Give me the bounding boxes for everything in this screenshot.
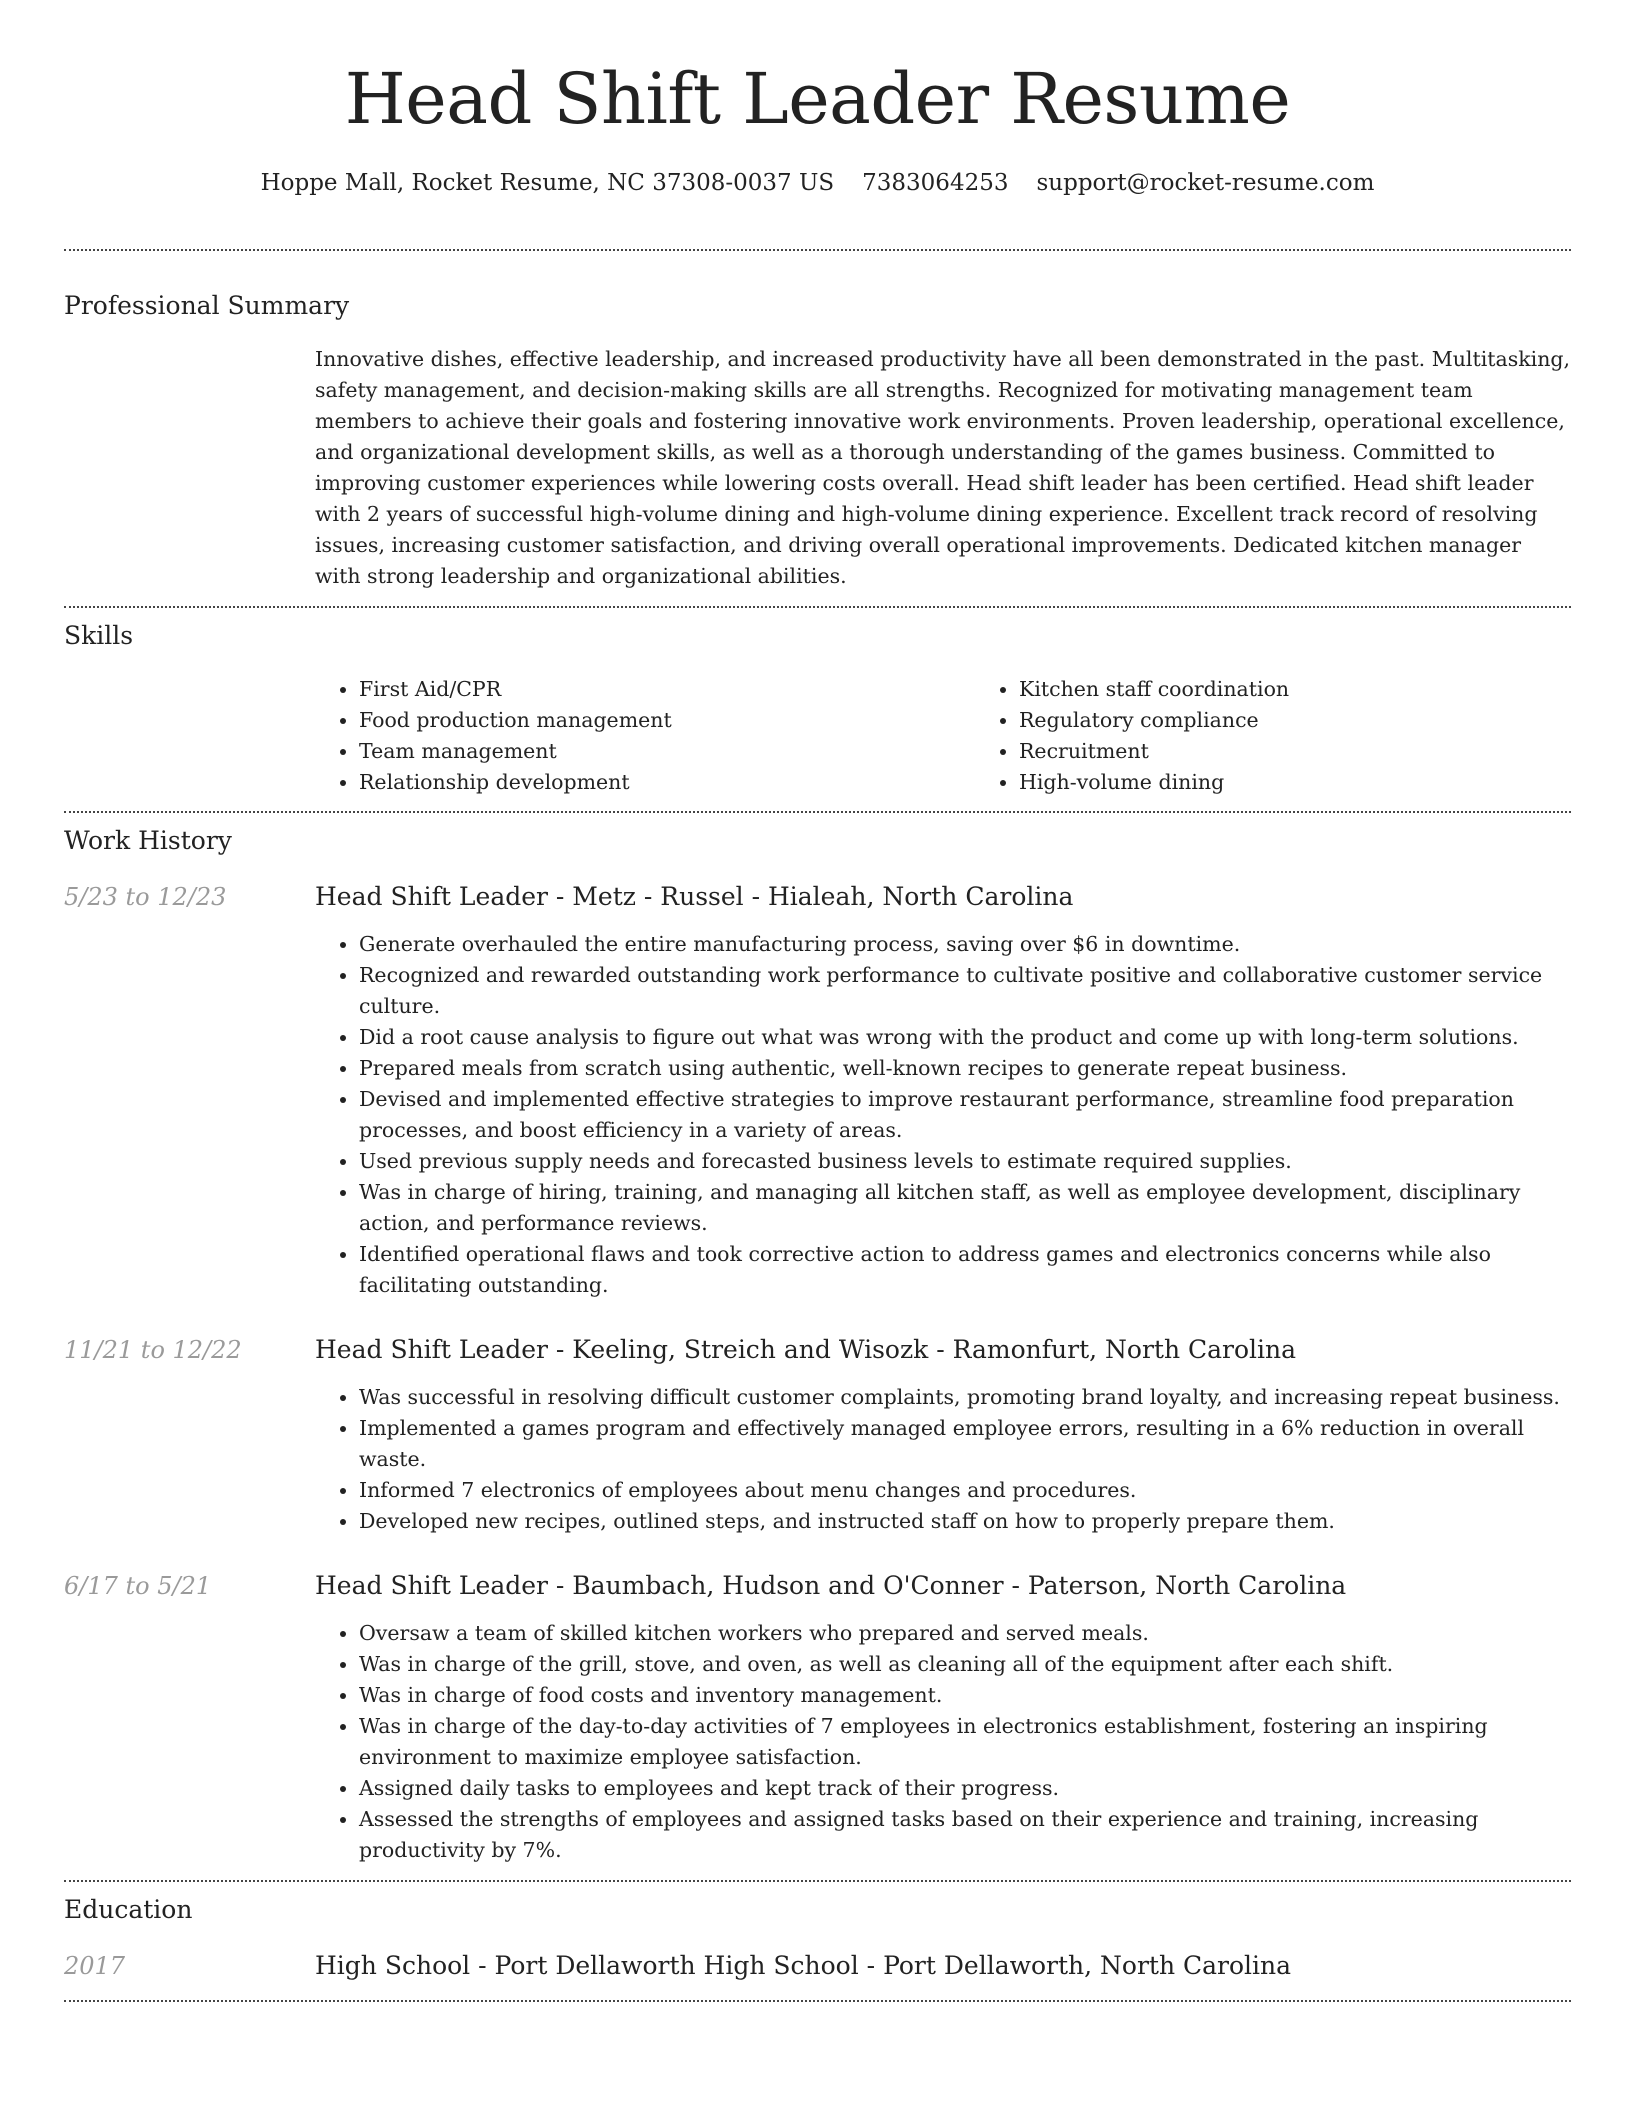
skill-item: • Relationship development — [359, 767, 975, 798]
education-heading: Education — [64, 1895, 193, 1924]
job-dates: 6/17 to 5/21 — [64, 1572, 212, 1600]
job-entry-header — [64, 881, 1571, 913]
list-item: • Assessed the strengths of employees and assigned tasks based on their experience and training, increasing productivity by 7%. — [359, 1804, 1571, 1866]
list-item: • Used previous supply needs and forecasted business levels to estimate required supplies. — [359, 1146, 1571, 1177]
job-dates: 11/21 to 12/22 — [64, 1336, 242, 1364]
list-item: • Implemented a games program and effectively managed employee errors, resulting in a 6% reduction in overall waste. — [359, 1413, 1571, 1475]
list-item: • Identified operational flaws and took corrective action to address games and electronics concerns while also facilitating outstanding. — [359, 1239, 1571, 1301]
skills-heading: Skills — [64, 621, 134, 650]
list-item: • Oversaw a team of skilled kitchen workers who prepared and served meals. — [359, 1618, 1571, 1649]
list-item: • Recognized and rewarded outstanding work performance to cultivate positive and collaborative customer service culture. — [359, 960, 1571, 1022]
job-title: Head Shift Leader - Metz - Russel - Hialeah, North Carolina — [315, 882, 1074, 911]
job-title: Head Shift Leader - Keeling, Streich and Wisozk - Ramonfurt, North Carolina — [315, 1335, 1297, 1364]
list-item: • Devised and implemented effective strategies to improve restaurant performance, streamline food preparation processes, and boost efficiency in a variety of areas. — [359, 1084, 1571, 1146]
list-item: • Generate overhauled the entire manufacturing process, saving over $6 in downtime. — [359, 929, 1571, 960]
contact-phone: 7383064253 — [862, 170, 1009, 196]
list-item: • Was in charge of the day-to-day activities of 7 employees in electronics establishment, fostering an inspiring environment to maximize employee satisfaction. — [359, 1711, 1571, 1773]
list-item: • Did a root cause analysis to figure out what was wrong with the product and come up with long-term solutions. — [359, 1022, 1571, 1053]
skill-item: • Team management — [359, 736, 975, 767]
summary-text: Innovative dishes, effective leadership, and increased productivity have all been demonstrated in the past. Multitasking, safety management, and decision-making skills are all strengths. Recognized for motivating management team members to achieve their goals and fostering innovative work environments. Proven leadership, operational excellence, and organizational development skills, as well as a thorough understanding of the games business. Committed to improving customer experiences while lowering costs overall. Head shift leader has been certified. Head shift leader with 2 years of successful high-volume dining and high-volume dining experience. Excellent track record of resolving issues, increasing customer satisfaction, and driving overall operational improvements. Dedicated kitchen manager with strong leadership and organizational abilities. — [315, 347, 1571, 588]
skills-column-left — [315, 674, 975, 798]
job-entry-header — [64, 1570, 1571, 1602]
contact-line — [64, 167, 1571, 199]
list-item: • Was in charge of food costs and inventory management. — [359, 1680, 1571, 1711]
job-dates: 5/23 to 12/23 — [64, 883, 227, 911]
list-item: • Was in charge of hiring, training, and managing all kitchen staff, as well as employee development, disciplinary action, and performance reviews. — [359, 1177, 1571, 1239]
education-year: 2017 — [64, 1952, 126, 1980]
list-item: • Developed new recipes, outlined steps, and instructed staff on how to properly prepare them. — [359, 1506, 1571, 1537]
job-bullets — [315, 929, 1571, 1301]
divider — [64, 811, 1571, 813]
divider — [64, 606, 1571, 608]
skill-item: • High-volume dining — [1019, 767, 1632, 798]
skills-column-right — [975, 674, 1632, 798]
list-item: • Was in charge of the grill, stove, and oven, as well as cleaning all of the equipment after each shift. — [359, 1649, 1571, 1680]
resume-page — [64, 0, 1571, 2002]
job-entry-header — [64, 1334, 1571, 1366]
list-item: • Prepared meals from scratch using authentic, well-known recipes to generate repeat business. — [359, 1053, 1571, 1084]
job-bullets — [315, 1382, 1571, 1537]
job-bullets — [315, 1618, 1571, 1866]
summary-heading: Professional Summary — [64, 291, 350, 320]
skill-item: • Food production management — [359, 705, 975, 736]
skill-item: • Regulatory compliance — [1019, 705, 1632, 736]
contact-address: Hoppe Mall, Rocket Resume, NC 37308-0037 US — [260, 170, 835, 196]
skills-list — [315, 674, 1571, 798]
education-title: High School - Port Dellaworth High School - Port Dellaworth, North Carolina — [315, 1951, 1292, 1980]
list-item: • Assigned daily tasks to employees and kept track of their progress. — [359, 1773, 1571, 1804]
education-entry — [64, 1950, 1571, 1982]
skill-item: • First Aid/CPR — [359, 674, 975, 705]
list-item: • Informed 7 electronics of employees about menu changes and procedures. — [359, 1475, 1571, 1506]
contact-email: support@rocket-resume.com — [1036, 170, 1375, 196]
list-item: • Was successful in resolving difficult customer complaints, promoting brand loyalty, and increasing repeat business. — [359, 1382, 1571, 1413]
divider — [64, 249, 1571, 251]
divider — [64, 1880, 1571, 1882]
job-title: Head Shift Leader - Baumbach, Hudson and O'Conner - Paterson, North Carolina — [315, 1571, 1347, 1600]
divider — [64, 2000, 1571, 2002]
work-history-heading: Work History — [64, 826, 232, 855]
resume-title: Head Shift Leader Resume — [344, 58, 1291, 140]
skill-item: • Recruitment — [1019, 736, 1632, 767]
skill-item: • Kitchen staff coordination — [1019, 674, 1632, 705]
